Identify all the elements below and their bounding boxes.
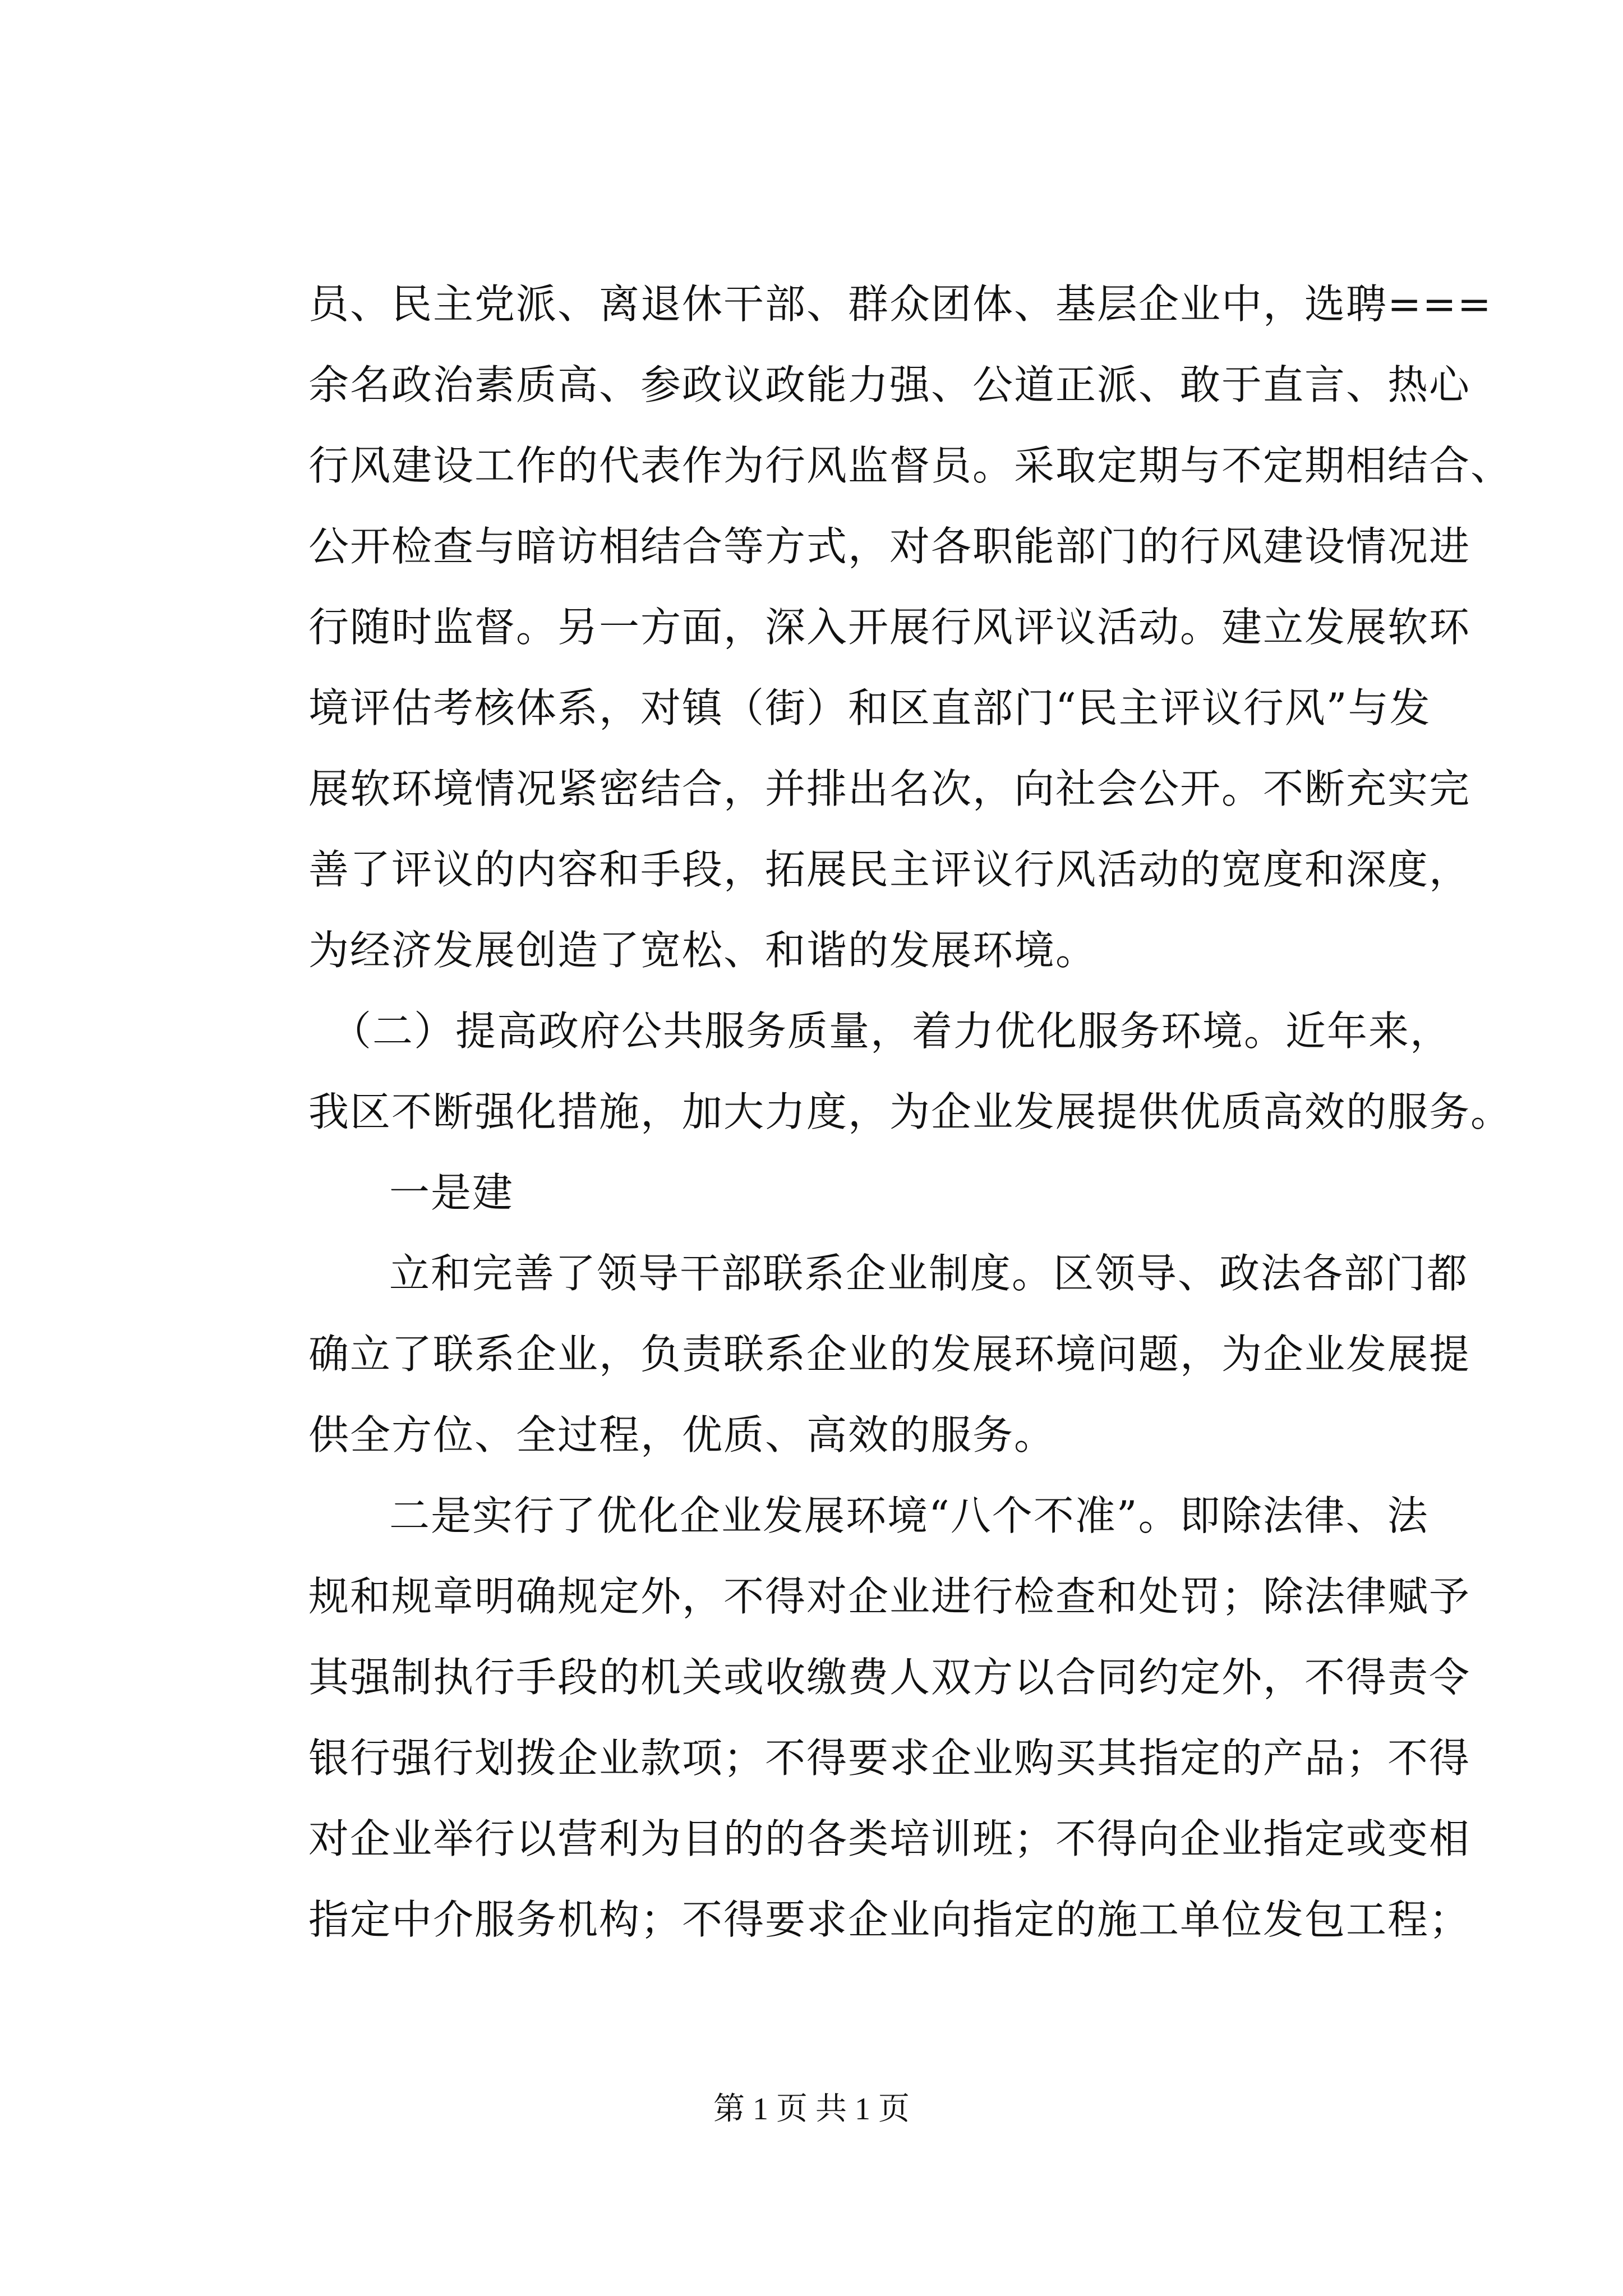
text-line: 展软环境情况紧密结合，并排出名次，向社会公开。不断充实完 xyxy=(308,765,1471,812)
text-line: 余名政治素质高、参政议政能力强、公道正派、敢于直言、热心 xyxy=(308,361,1471,408)
text-line: 供全方位、全过程，优质、高效的服务。 xyxy=(308,1411,1056,1458)
text-line: 我区不断强化措施，加大力度，为企业发展提供优质高效的服务。 xyxy=(308,1088,1513,1135)
text-line: 善了评议的内容和手段，拓展民主评议行风活动的宽度和深度， xyxy=(308,846,1471,893)
document-body xyxy=(308,264,1513,1960)
text-line: 公开检查与暗访相结合等方式，对各职能部门的行风建设情况进 xyxy=(308,523,1471,570)
text-line: 确立了联系企业，负责联系企业的发展环境问题，为企业发展提 xyxy=(308,1331,1471,1378)
text-line: 其强制执行手段的机关或收缴费人双方以合同约定外，不得责令 xyxy=(308,1654,1471,1701)
text-line: 二是实行了优化企业发展环境“八个不准”。即除法律、法 xyxy=(389,1492,1429,1539)
section-heading-line: （二）提高政府公共服务质量，着力优化服务环境。近年来， xyxy=(331,1007,1452,1055)
page-number-label: 第 1 页 共 1 页 xyxy=(713,2092,910,2127)
text-line: 为经济发展创造了宽松、和谐的发展环境。 xyxy=(308,927,1098,974)
text-line: 规和规章明确规定外，不得对企业进行检查和处罚；除法律赋予 xyxy=(308,1573,1471,1620)
page-footer xyxy=(0,2087,1623,2132)
text-line: 一是建 xyxy=(389,1169,514,1216)
text-line: 行随时监督。另一方面，深入开展行风评议活动。建立发展软环 xyxy=(308,604,1471,651)
text-line: 对企业举行以营利为目的的各类培训班；不得向企业指定或变相 xyxy=(308,1815,1471,1862)
text-line: 立和完善了领导干部联系企业制度。区领导、政法各部门都 xyxy=(389,1250,1469,1297)
text-line: 行风建设工作的代表作为行风监督员。采取定期与不定期相结合、 xyxy=(308,442,1513,489)
text-line: 境评估考核体系，对镇（街）和区直部门“民主评议行风”与发 xyxy=(308,684,1431,731)
text-line: 银行强行划拨企业款项；不得要求企业购买其指定的产品；不得 xyxy=(308,1734,1471,1782)
text-line: 指定中介服务机构；不得要求企业向指定的施工单位发包工程； xyxy=(308,1896,1471,1943)
text-line: 员、民主党派、离退休干部、群众团体、基层企业中，选聘=== xyxy=(308,280,1492,328)
